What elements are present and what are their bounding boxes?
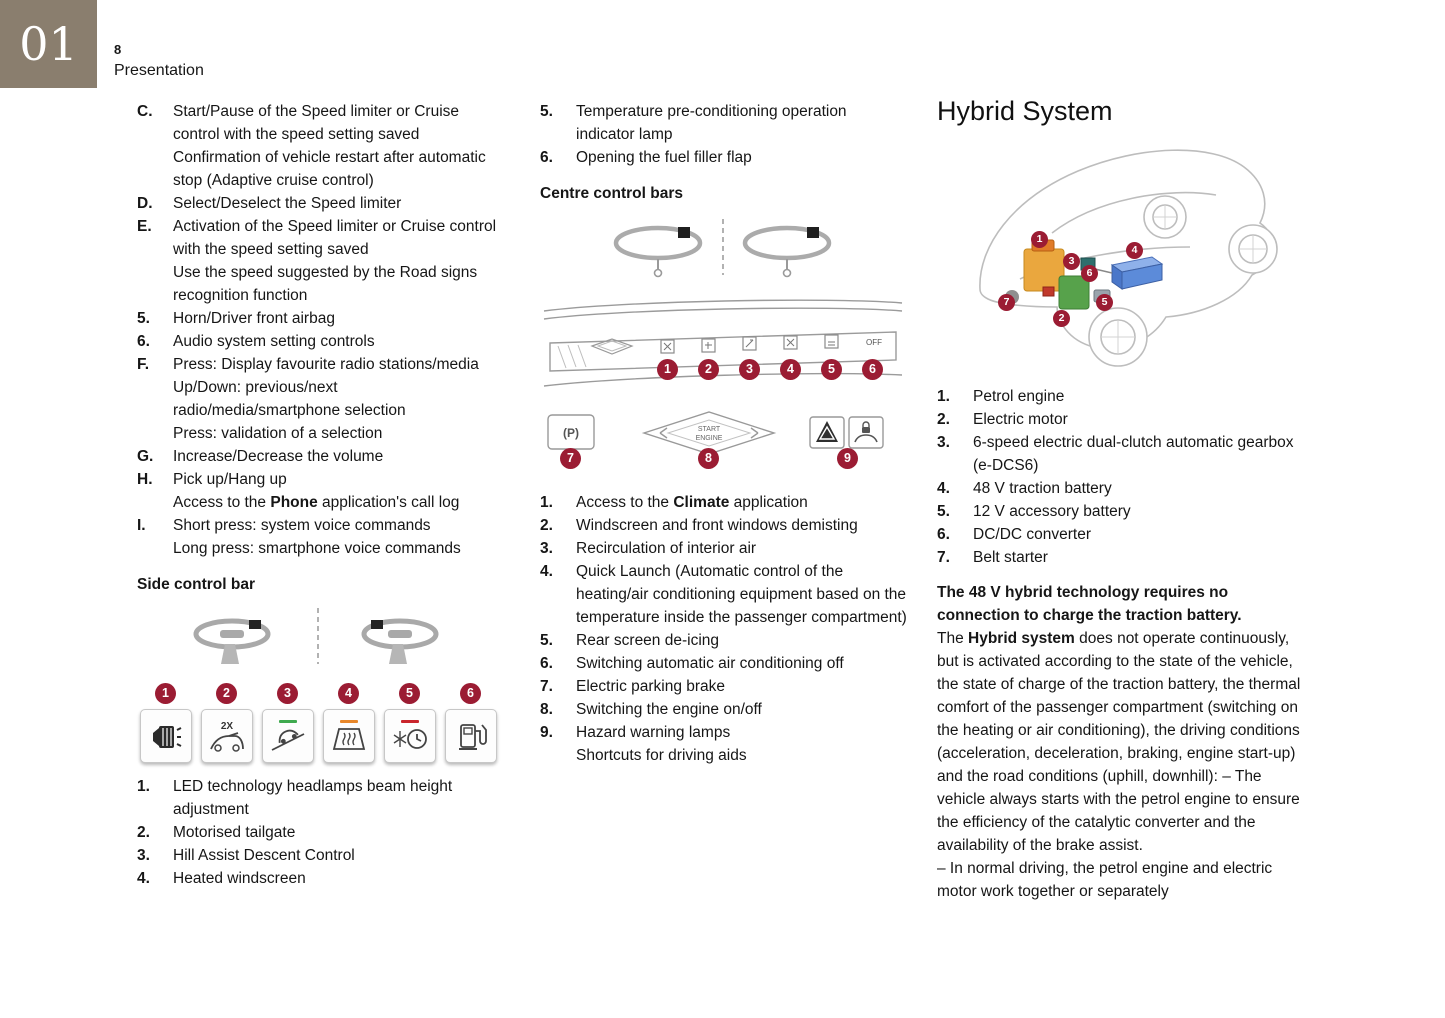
centre-item-6 <box>540 652 908 675</box>
control-item-F <box>137 353 507 445</box>
item-text <box>576 629 908 652</box>
item-text <box>173 514 507 560</box>
side-control-bar-heading: Side control bar <box>137 576 255 593</box>
right-column <box>937 96 1305 903</box>
item-line: Increase/Decrease the volume <box>173 448 384 465</box>
item-line: Use the speed suggested by the Road signs recognition function <box>173 264 478 304</box>
hybrid-item-5 <box>937 500 1305 523</box>
item-line: Horn/Driver front airbag <box>173 310 335 327</box>
item-marker: 5. <box>937 503 950 520</box>
orange-indicator <box>340 720 358 723</box>
item-marker: F. <box>137 356 150 373</box>
middle-column <box>540 100 908 767</box>
hybrid-item-6 <box>937 523 1305 546</box>
item-marker: 7. <box>540 678 553 695</box>
item-line: Belt starter <box>973 549 1048 566</box>
item-marker: 4. <box>540 563 553 580</box>
hill-descent-button <box>262 709 314 763</box>
hybrid-car-sketch <box>960 137 1290 372</box>
control-item-C <box>137 100 507 192</box>
hybrid-callout-5: 5 <box>1096 294 1113 311</box>
centre-item-5 <box>540 629 908 652</box>
centre-item-9 <box>540 721 908 767</box>
hybrid-callout-2: 2 <box>1053 310 1070 327</box>
item-text <box>973 385 1305 408</box>
callout-3: 3 <box>739 359 760 380</box>
control-item-6 <box>137 330 507 353</box>
side-item-2 <box>137 821 507 844</box>
item-line: Short press: system voice commands <box>173 517 431 534</box>
item-text <box>576 146 908 169</box>
pre-conditioning-timer-icon <box>392 726 428 752</box>
item-marker: I. <box>137 517 146 534</box>
hybrid-callout-3: 3 <box>1063 253 1080 270</box>
hybrid-system-illustration <box>937 137 1305 377</box>
item-text <box>973 523 1305 546</box>
callout-2: 2 <box>698 359 719 380</box>
item-marker: 8. <box>540 701 553 718</box>
item-line: Switching the engine on/off <box>576 701 762 718</box>
fuel-pump-icon <box>453 721 489 751</box>
line-segment: application's call log <box>317 494 460 511</box>
left-column <box>137 100 507 890</box>
control-item-G <box>137 445 507 468</box>
side-button-row <box>137 709 507 763</box>
item-marker: 9. <box>540 724 553 741</box>
line-segment-bold: Climate <box>673 494 730 511</box>
item-text <box>576 100 908 146</box>
green-indicator <box>279 720 297 723</box>
callout-4: 4 <box>780 359 801 380</box>
item-marker: 2. <box>937 411 950 428</box>
item-line: 12 V accessory battery <box>973 503 1131 520</box>
item-marker: 6. <box>137 333 150 350</box>
hybrid-callout-1: 1 <box>1031 231 1048 248</box>
item-marker: 6. <box>540 655 553 672</box>
centre-item-2 <box>540 514 908 537</box>
callout-1: 1 <box>155 683 176 704</box>
callout-1: 1 <box>657 359 678 380</box>
item-text <box>173 215 507 307</box>
item-line: Confirmation of vehicle restart after automatic stop (Adaptive cruise control) <box>173 149 486 189</box>
centre-item-3 <box>540 537 908 560</box>
hybrid-description-last-line: – In normal driving, the petrol engine and electric motor work together or separately <box>937 860 1273 900</box>
item-line: LED technology headlamps beam height adjustment <box>173 778 453 818</box>
chapter-number-box <box>0 0 97 88</box>
callout-6: 6 <box>460 683 481 704</box>
item-text <box>576 560 908 629</box>
hybrid-callout-7: 7 <box>998 294 1015 311</box>
centre-item-1 <box>540 491 908 514</box>
item-text <box>173 192 507 215</box>
side-item-1 <box>137 775 507 821</box>
item-marker: 2. <box>540 517 553 534</box>
item-text <box>576 652 908 675</box>
item-line: 6-speed electric dual-clutch automatic gearbox (e-DCS6) <box>973 434 1294 474</box>
line-segment-bold: Phone <box>270 494 318 511</box>
item-line: Rear screen de-icing <box>576 632 720 649</box>
top-item-5 <box>540 100 908 146</box>
item-marker: E. <box>137 218 152 235</box>
callout-2: 2 <box>216 683 237 704</box>
hybrid-item-1 <box>937 385 1305 408</box>
item-text <box>576 537 908 560</box>
side-control-bar-illustration <box>137 606 507 763</box>
item-text <box>973 546 1305 569</box>
start-engine-label-line2: ENGINE <box>695 435 723 442</box>
hill-descent-icon <box>270 726 306 752</box>
hybrid-item-2 <box>937 408 1305 431</box>
control-item-5 <box>137 307 507 330</box>
callout-4: 4 <box>338 683 359 704</box>
item-text <box>173 353 507 445</box>
hybrid-item-7 <box>937 546 1305 569</box>
control-item-E <box>137 215 507 307</box>
centre-control-bars-heading: Centre control bars <box>540 185 683 202</box>
item-line: Electric motor <box>973 411 1068 428</box>
steering-wheels-sketch <box>137 606 505 668</box>
headlamp-leveling-icon <box>148 719 184 753</box>
callout-6: 6 <box>862 359 883 380</box>
line-segment: Access to the <box>576 494 674 511</box>
item-line: Select/Deselect the Speed limiter <box>173 195 402 212</box>
item-line: 48 V traction battery <box>973 480 1112 497</box>
item-line <box>576 491 908 514</box>
item-marker: 2. <box>137 824 150 841</box>
item-marker: 4. <box>937 480 950 497</box>
item-marker: D. <box>137 195 153 212</box>
hybrid-description-bold-intro: The 48 V hybrid technology requires no connection to charge the traction battery. <box>937 584 1242 624</box>
item-marker: C. <box>137 103 153 120</box>
item-line: Opening the fuel filler flap <box>576 149 752 166</box>
item-text <box>173 307 507 330</box>
item-line: Audio system setting controls <box>173 333 375 350</box>
parking-brake-label: (P) <box>563 426 579 440</box>
red-indicator <box>401 720 419 723</box>
pre-conditioning-button <box>384 709 436 763</box>
item-text <box>173 821 507 844</box>
control-item-D <box>137 192 507 215</box>
heated-windscreen-button <box>323 709 375 763</box>
item-marker: 6. <box>937 526 950 543</box>
motorised-tailgate-button <box>201 709 253 763</box>
item-line: Motorised tailgate <box>173 824 296 841</box>
line-segment-bold: Hybrid system <box>968 630 1075 647</box>
item-text <box>173 775 507 821</box>
item-marker: 6. <box>540 149 553 166</box>
hybrid-item-4 <box>937 477 1305 500</box>
callout-5: 5 <box>821 359 842 380</box>
item-text <box>973 477 1305 500</box>
control-item-H <box>137 468 507 514</box>
callout-7: 7 <box>560 448 581 469</box>
item-marker: 3. <box>937 434 950 451</box>
item-line: Electric parking brake <box>576 678 726 695</box>
item-text <box>173 844 507 867</box>
item-line: DC/DC converter <box>973 526 1091 543</box>
hybrid-system-heading: Hybrid System <box>937 96 1113 126</box>
hybrid-description <box>937 581 1305 903</box>
item-line: Up/Down: previous/next radio/media/smartphone selection <box>173 379 406 419</box>
item-marker: 3. <box>137 847 150 864</box>
item-marker: G. <box>137 448 154 465</box>
callout-3: 3 <box>277 683 298 704</box>
callout-8: 8 <box>698 448 719 469</box>
item-line: Hill Assist Descent Control <box>173 847 355 864</box>
motorised-tailgate-icon <box>209 732 245 752</box>
hybrid-callout-4: 4 <box>1126 242 1143 259</box>
item-line: Recirculation of interior air <box>576 540 757 557</box>
item-line: Start/Pause of the Speed limiter or Cruise control with the speed setting saved <box>173 103 460 143</box>
item-marker: 3. <box>540 540 553 557</box>
item-text <box>576 491 908 514</box>
item-line: Quick Launch (Automatic control of the heating/air conditioning equipment based on the temperature inside the passenger compartment) <box>576 563 907 626</box>
line-segment: application <box>729 494 808 511</box>
item-text <box>173 330 507 353</box>
fuel-flap-button <box>445 709 497 763</box>
side-item-3 <box>137 844 507 867</box>
item-text <box>173 867 507 890</box>
start-engine-label-line1: START <box>697 426 721 433</box>
tailgate-2x-label: 2X <box>220 720 234 732</box>
centre-item-7 <box>540 675 908 698</box>
item-text <box>973 408 1305 431</box>
top-item-6 <box>540 146 908 169</box>
item-text <box>973 500 1305 523</box>
item-marker: 1. <box>540 494 553 511</box>
headlamp-leveling-button <box>140 709 192 763</box>
page-number: 8 <box>114 42 122 57</box>
control-item-I <box>137 514 507 560</box>
centre-item-8 <box>540 698 908 721</box>
centre-control-bars-illustration <box>540 215 908 481</box>
item-text <box>173 445 507 468</box>
line-segment: Access to the <box>173 494 271 511</box>
side-item-4 <box>137 867 507 890</box>
item-text <box>576 721 908 767</box>
chapter-number: 01 <box>19 17 78 71</box>
item-line: Shortcuts for driving aids <box>576 747 747 764</box>
line-segment: The <box>937 630 969 647</box>
side-callout-row <box>137 683 507 704</box>
item-text <box>576 514 908 537</box>
item-text <box>173 468 507 514</box>
centre-item-4 <box>540 560 908 629</box>
hybrid-item-3 <box>937 431 1305 477</box>
dashboard-bars-sketch <box>540 215 905 481</box>
item-text <box>173 100 507 192</box>
item-marker: 1. <box>937 388 950 405</box>
item-text <box>576 698 908 721</box>
item-line: Press: validation of a selection <box>173 425 383 442</box>
chapter-title: Presentation <box>114 62 204 79</box>
item-marker: 5. <box>137 310 150 327</box>
item-marker: 4. <box>137 870 150 887</box>
hybrid-description-body <box>937 627 1305 857</box>
item-line: Pick up/Hang up <box>173 471 287 488</box>
item-marker: 5. <box>540 632 553 649</box>
item-line <box>173 491 507 514</box>
item-line: Switching automatic air conditioning off <box>576 655 844 672</box>
item-marker: 1. <box>137 778 150 795</box>
item-line: Hazard warning lamps <box>576 724 731 741</box>
item-line: Press: Display favourite radio stations/media <box>173 356 479 373</box>
item-line: Long press: smartphone voice commands <box>173 540 461 557</box>
heated-windscreen-icon <box>331 726 367 752</box>
item-text <box>973 431 1305 477</box>
line-segment: does not operate continuously, but is activated according to the state of the vehicle, the state of charge of the traction battery, the thermal comfort of the passenger compartment (switching on the heating or air conditioning), the driving conditions (acceleration, deceleration, braking, engine start-up) and the road conditions (uphill, downhill): – The vehicle always starts with the petrol engine to ensure the efficiency of the catalytic converter and the availability of the brake assist. <box>937 630 1301 854</box>
item-marker: H. <box>137 471 153 488</box>
hybrid-callout-6: 6 <box>1081 265 1098 282</box>
item-line: Temperature pre-conditioning operation indicator lamp <box>576 103 847 143</box>
item-line: Activation of the Speed limiter or Cruise control with the speed setting saved <box>173 218 497 258</box>
item-line: Heated windscreen <box>173 870 306 887</box>
item-marker: 5. <box>540 103 553 120</box>
callout-9: 9 <box>837 448 858 469</box>
callout-5: 5 <box>399 683 420 704</box>
item-line: Windscreen and front windows demisting <box>576 517 858 534</box>
off-label: OFF <box>866 338 882 347</box>
item-text <box>576 675 908 698</box>
item-line: Petrol engine <box>973 388 1065 405</box>
item-marker: 7. <box>937 549 950 566</box>
